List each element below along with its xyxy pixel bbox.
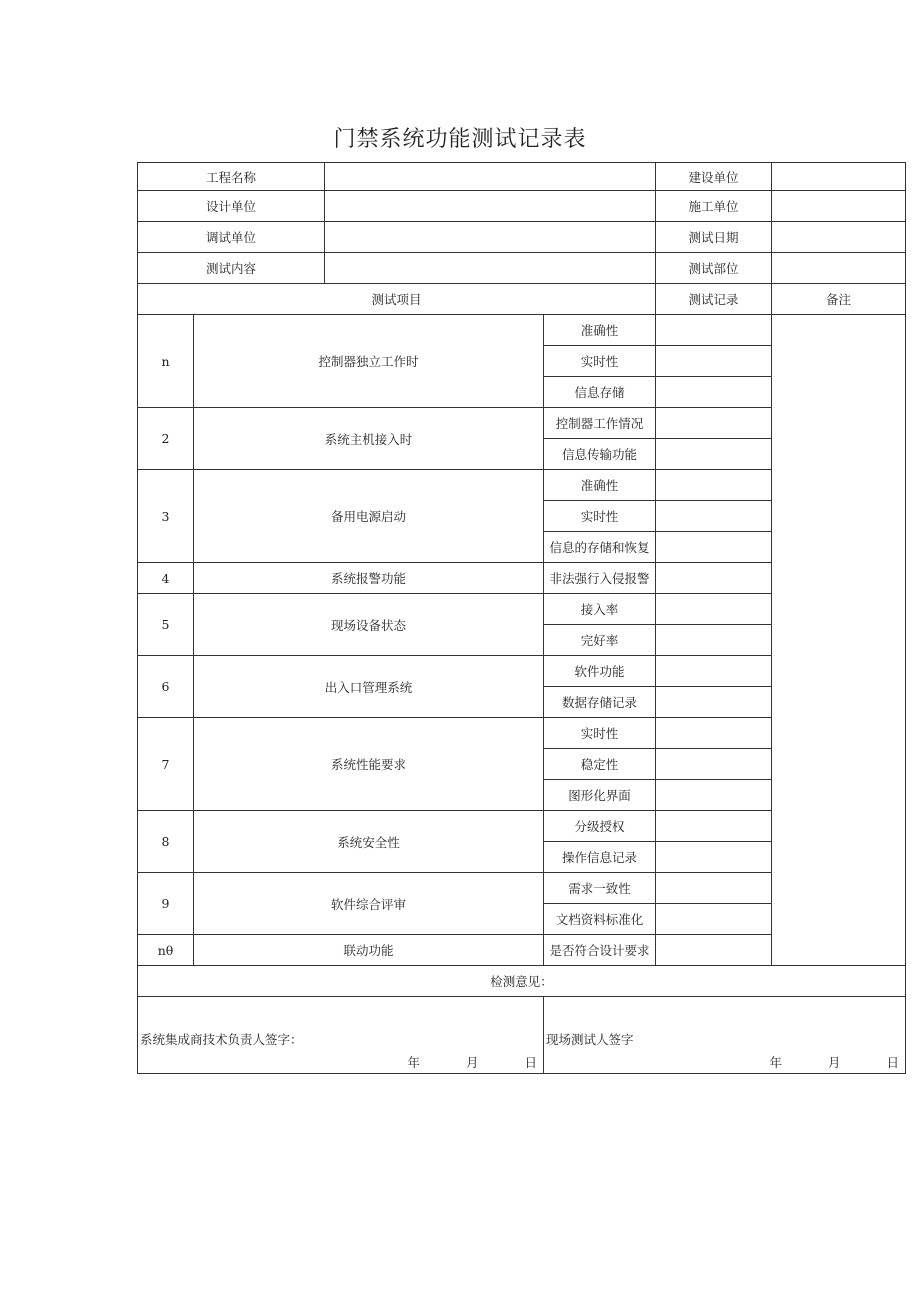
test-record-cell[interactable] [656, 501, 772, 532]
test-location-label: 测试部位 [656, 253, 772, 284]
date-month-label: 月 [827, 1055, 841, 1070]
opinion-label: 检测意见： [138, 966, 906, 997]
design-unit-field[interactable] [325, 191, 656, 222]
sub-item: 稳定性 [544, 749, 656, 780]
test-record-table [137, 162, 906, 1074]
item-category: 现场设备状态 [194, 594, 544, 656]
item-category: 系统安全性 [194, 811, 544, 873]
sub-item: 准确性 [544, 470, 656, 501]
info-row [138, 163, 906, 191]
sub-item: 图形化界面 [544, 780, 656, 811]
page-title: 门禁系统功能测试记录表 [333, 127, 587, 152]
test-location-field[interactable] [772, 253, 906, 284]
test-record-cell[interactable] [656, 718, 772, 749]
item-category: 软件综合评审 [194, 873, 544, 935]
build-unit-label: 建设单位 [656, 163, 772, 191]
item-category: 联动功能 [194, 935, 544, 966]
table-row [138, 315, 906, 346]
test-content-label: 测试内容 [138, 253, 325, 284]
test-record-header: 测试记录 [656, 284, 772, 315]
project-name-label: 工程名称 [138, 163, 325, 191]
design-unit-label: 设计单位 [138, 191, 325, 222]
item-number: 7 [138, 718, 194, 811]
test-record-cell[interactable] [656, 811, 772, 842]
sub-item: 实时性 [544, 718, 656, 749]
sub-item: 信息存储 [544, 377, 656, 408]
build-unit-field[interactable] [772, 163, 906, 191]
item-number: 2 [138, 408, 194, 470]
test-record-cell[interactable] [656, 935, 772, 966]
item-number: 9 [138, 873, 194, 935]
sub-item: 信息传输功能 [544, 439, 656, 470]
test-record-cell[interactable] [656, 563, 772, 594]
sub-item: 实时性 [544, 501, 656, 532]
test-record-cell[interactable] [656, 377, 772, 408]
test-record-cell[interactable] [656, 408, 772, 439]
remark-header: 备注 [772, 284, 906, 315]
date-day-label: 日 [524, 1055, 538, 1070]
sub-item: 软件功能 [544, 656, 656, 687]
tester-signature-label: 现场测试人签字 [546, 1032, 634, 1047]
item-category: 控制器独立工作时 [194, 315, 544, 408]
opinion-row [138, 966, 906, 997]
signature-row [138, 997, 906, 1074]
sub-item: 非法强行入侵报警 [544, 563, 656, 594]
test-record-cell[interactable] [656, 656, 772, 687]
debug-unit-label: 调试单位 [138, 222, 325, 253]
tester-signature-box [544, 997, 905, 1073]
sub-item: 操作信息记录 [544, 842, 656, 873]
test-record-cell[interactable] [656, 315, 772, 346]
test-record-cell[interactable] [656, 470, 772, 501]
integrator-signature-date [407, 1053, 537, 1071]
integrator-signature-label: 系统集成商技术负责人签字： [140, 1032, 303, 1047]
test-date-label: 测试日期 [656, 222, 772, 253]
sub-item: 分级授权 [544, 811, 656, 842]
construction-unit-label: 施工单位 [656, 191, 772, 222]
test-record-cell[interactable] [656, 904, 772, 935]
sub-item: 完好率 [544, 625, 656, 656]
test-record-cell[interactable] [656, 749, 772, 780]
test-record-cell[interactable] [656, 594, 772, 625]
test-record-cell[interactable] [656, 842, 772, 873]
item-category: 系统报警功能 [194, 563, 544, 594]
sub-item: 是否符合设计要求 [544, 935, 656, 966]
integrator-signature-box [138, 997, 543, 1073]
debug-unit-field[interactable] [325, 222, 656, 253]
test-item-header: 测试项目 [138, 284, 656, 315]
sub-item: 文档资料标准化 [544, 904, 656, 935]
item-number: 5 [138, 594, 194, 656]
sub-item: 数据存储记录 [544, 687, 656, 718]
construction-unit-field[interactable] [772, 191, 906, 222]
info-row [138, 191, 906, 222]
item-number: 3 [138, 470, 194, 563]
remark-cell[interactable] [772, 315, 906, 966]
item-number: 8 [138, 811, 194, 873]
item-number: 4 [138, 563, 194, 594]
tester-signature-date [769, 1053, 899, 1071]
test-record-cell[interactable] [656, 780, 772, 811]
sub-item: 信息的存储和恢复 [544, 532, 656, 563]
date-year-label: 年 [769, 1055, 782, 1070]
tester-signature-area[interactable] [544, 997, 906, 1074]
sub-item: 需求一致性 [544, 873, 656, 904]
sub-item: 控制器工作情况 [544, 408, 656, 439]
test-content-field[interactable] [325, 253, 656, 284]
item-category: 系统性能要求 [194, 718, 544, 811]
test-record-cell[interactable] [656, 873, 772, 904]
date-day-label: 日 [886, 1055, 900, 1070]
item-category: 系统主机接入时 [194, 408, 544, 470]
test-record-cell[interactable] [656, 625, 772, 656]
sub-item: 实时性 [544, 346, 656, 377]
sub-item: 准确性 [544, 315, 656, 346]
integrator-signature-area[interactable] [138, 997, 544, 1074]
item-number: nθ [138, 935, 194, 966]
item-number: n [138, 315, 194, 408]
item-category: 备用电源启动 [194, 470, 544, 563]
item-number: 6 [138, 656, 194, 718]
info-row [138, 222, 906, 253]
date-month-label: 月 [465, 1055, 479, 1070]
test-record-cell[interactable] [656, 346, 772, 377]
test-record-cell[interactable] [656, 687, 772, 718]
info-row [138, 253, 906, 284]
test-record-cell[interactable] [656, 532, 772, 563]
date-year-label: 年 [407, 1055, 420, 1070]
test-record-cell[interactable] [656, 439, 772, 470]
sub-item: 接入率 [544, 594, 656, 625]
project-name-field[interactable] [325, 163, 656, 191]
test-date-field[interactable] [772, 222, 906, 253]
item-category: 出入口管理系统 [194, 656, 544, 718]
table-header-row [138, 284, 906, 315]
